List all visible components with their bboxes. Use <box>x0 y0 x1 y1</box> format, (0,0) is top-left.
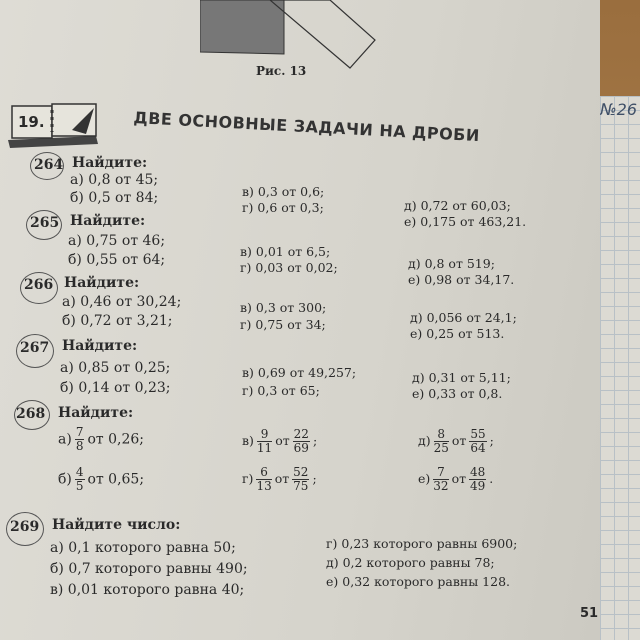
problem-268-item-v: в) $\frac{9}{11}$ от $\frac{22}{69}$ ; <box>242 427 318 455</box>
problem-269-item-a: а) 0,1 которого равна 50; <box>50 540 236 556</box>
problem-266-item-g: г) 0,75 от 34; <box>240 317 326 332</box>
problem-264-item-v: в) 0,3 от 0,6; <box>242 184 325 199</box>
problem-266-item-v: в) 0,3 от 300; <box>240 300 327 315</box>
problem-264-item-d: д) 0,72 от 60,03; <box>404 198 511 213</box>
problem-265-item-a: а) 0,75 от 46; <box>68 233 166 249</box>
chapter-title: ДВЕ ОСНОВНЫЕ ЗАДАЧИ НА ДРОБИ <box>133 108 481 146</box>
problem-265-item-b: б) 0,55 от 64; <box>68 252 166 268</box>
problem-264-prompt: Найдите: <box>72 155 148 171</box>
problem-268-prompt: Найдите: <box>58 405 134 421</box>
problem-264-item-a: а) 0,8 от 45; <box>70 172 159 188</box>
problem-269-item-b: б) 0,7 которого равны 490; <box>50 561 248 577</box>
problem-268-item-e: е) $\frac{7}{32}$ от $\frac{48}{49}$ . <box>418 465 494 493</box>
problem-266-number: 266 <box>24 277 54 293</box>
problem-266-item-e: е) 0,25 от 513. <box>410 326 505 341</box>
problem-265-item-v: в) 0,01 от 6,5; <box>240 244 331 259</box>
problem-269-item-d: д) 0,2 которого равны 78; <box>326 555 495 570</box>
handwritten-note: №26 <box>600 100 637 119</box>
problem-265-prompt: Найдите: <box>70 213 146 229</box>
problem-266-item-a: а) 0,46 от 30,24; <box>62 294 182 310</box>
page-number: 51 <box>580 606 599 621</box>
problem-268-item-g: г) $\frac{6}{13}$ от $\frac{52}{75}$ ; <box>242 465 317 493</box>
problem-268-number: 268 <box>16 406 46 422</box>
problem-266-prompt: Найдите: <box>64 275 140 291</box>
figure-caption: Рис. 13 <box>256 64 307 78</box>
problem-264-item-e: е) 0,175 от 463,21. <box>404 214 527 229</box>
problem-266-item-b: б) 0,72 от 3,21; <box>62 313 173 329</box>
problem-266-item-d: д) 0,056 от 24,1; <box>410 310 517 325</box>
problem-267-item-v: в) 0,69 от 49,257; <box>242 365 357 380</box>
problem-267-item-a: а) 0,85 от 0,25; <box>60 360 171 376</box>
problem-269-item-g: г) 0,23 которого равны 6900; <box>326 536 518 551</box>
problem-267-item-b: б) 0,14 от 0,23; <box>60 380 171 396</box>
chapter-number: 19. <box>18 113 45 131</box>
problem-264-number: 264 <box>34 157 64 173</box>
problem-267-item-g: г) 0,3 от 65; <box>242 383 320 398</box>
problem-265-item-d: д) 0,8 от 519; <box>408 256 495 271</box>
problem-267-item-d: д) 0,31 от 5,11; <box>412 370 511 385</box>
problem-265-number: 265 <box>30 215 60 231</box>
figure-13 <box>200 0 400 70</box>
problem-268-item-b: б) $\frac{4}{5}$ от 0,65; <box>58 465 145 493</box>
problem-265-item-e: е) 0,98 от 34,17. <box>408 272 515 287</box>
problem-268-item-d: д) $\frac{8}{25}$ от $\frac{55}{64}$ ; <box>418 427 494 455</box>
problem-267-number: 267 <box>20 340 50 356</box>
grid-notebook <box>600 96 640 640</box>
problem-269-number: 269 <box>10 519 40 535</box>
problem-269-prompt: Найдите число: <box>52 517 181 533</box>
problem-267-item-e: е) 0,33 от 0,8. <box>412 386 503 401</box>
problem-264-item-g: г) 0,6 от 0,3; <box>242 200 324 215</box>
problem-264-item-b: б) 0,5 от 84; <box>70 190 159 206</box>
problem-269-item-e: е) 0,32 которого равны 128. <box>326 574 511 589</box>
problem-268-item-a: а) $\frac{7}{8}$ от 0,26; <box>58 425 144 453</box>
problem-265-item-g: г) 0,03 от 0,02; <box>240 260 338 275</box>
problem-269-item-v: в) 0,01 которого равна 40; <box>50 582 245 598</box>
problem-267-prompt: Найдите: <box>62 338 138 354</box>
